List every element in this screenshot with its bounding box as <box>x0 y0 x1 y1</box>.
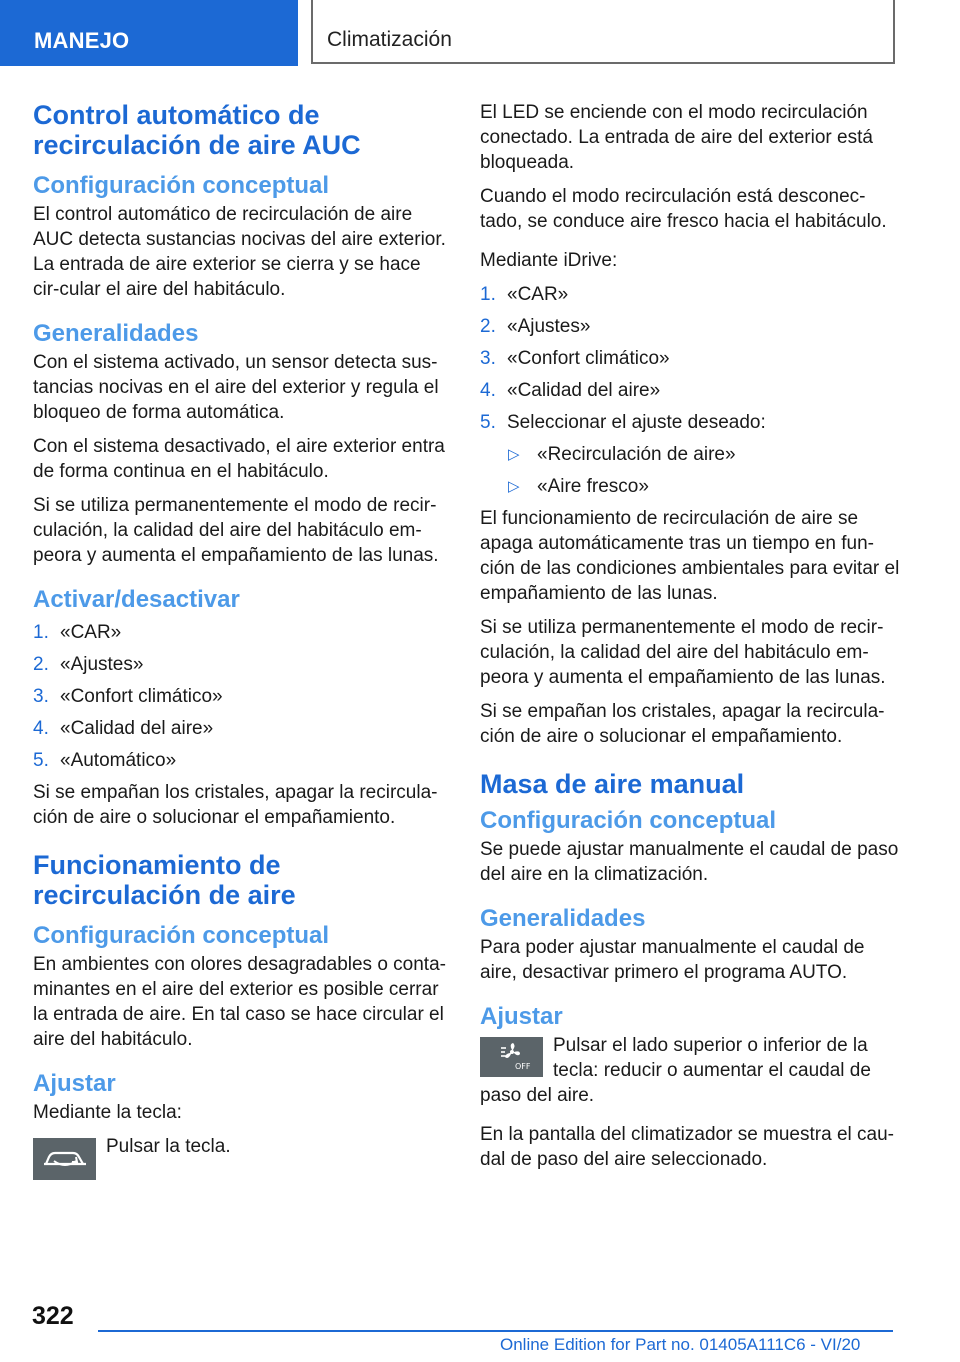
idrive-steps <box>480 282 900 435</box>
recirc-adjust-heading: Ajustar <box>33 1070 116 1097</box>
activate-steps <box>33 620 448 773</box>
manual-concept-heading: Configuración conceptual <box>480 807 777 834</box>
recirc-off-text: Cuando el modo recirculación está desconec-tado, se conduce aire fresco hacia el habitáculo. <box>480 186 887 232</box>
list-item: 3. «Confort climático» <box>33 686 223 707</box>
left-column <box>33 100 448 1182</box>
activate-heading: Activar/desactivar <box>33 586 240 613</box>
auc-fog-text: Si se empañan los cristales, apagar la recircula-ción de aire o solucionar el empañamiento. <box>33 782 438 828</box>
auto-off-text: El funcionamiento de recirculación de aire se apaga automáticamente tras un tiempo en fun-ción de las condiciones ambientales para evitar el empañamiento de las lunas. <box>480 508 900 604</box>
auc-concept-text: El control automático de recirculación de aire AUC detecta sustancias nocivas del aire exterior. La entrada de aire exterior se cierra y se hace cir-cular el aire del habitáculo. <box>33 204 446 300</box>
manual-title: Masa de aire manual <box>480 769 745 799</box>
recirc-title: Funcionamiento de recirculación de aire <box>33 850 296 910</box>
list-item: 1. «CAR» <box>33 622 122 643</box>
svg-text:OFF: OFF <box>514 1062 530 1071</box>
auc-general-p3: Si se utiliza permanentemente el modo de recir-culación, la calidad del aire del habitáculo em-peora y aumenta el empañamiento de las lunas. <box>33 495 439 566</box>
recirc-concept-text: En ambientes con olores desagradables o conta-minantes en el aire del exterior es posible cerrar la entrada de aire. En tal caso se hace circular el aire del habitáculo. <box>33 954 446 1050</box>
setting-options <box>480 442 900 499</box>
manual-general-text: Para poder ajustar manualmente el caudal de aire, desactivar primero el programa AUTO. <box>480 937 865 983</box>
idrive-text: Mediante iDrive: <box>480 250 618 271</box>
footer-divider <box>98 1330 893 1332</box>
list-item: 2. «Ajustes» <box>33 654 144 675</box>
auc-general-heading: Generalidades <box>33 320 199 347</box>
list-item: ▷ «Aire fresco» <box>508 476 649 497</box>
led-text: El LED se enciende con el modo recirculación conectado. La entrada de aire del exterior está bloqueada. <box>480 102 873 173</box>
list-item: 3. «Confort climático» <box>480 348 670 369</box>
auc-general-p1: Con el sistema activado, un sensor detecta sus-tancias nocivas en el aire del exterior y regula el bloqueo de forma automática. <box>33 352 439 423</box>
page-number: 322 <box>32 1302 74 1330</box>
chapter-tab <box>311 0 895 64</box>
list-item: 4. «Calidad del aire» <box>480 380 661 401</box>
auc-concept-heading: Configuración conceptual <box>33 172 330 199</box>
triangle-bullet-icon: ▷ <box>508 478 520 495</box>
press-key-text: Pulsar la tecla. <box>106 1136 231 1157</box>
section-label: MANEJO <box>34 28 130 53</box>
recirc-adjust-text: Mediante la tecla: <box>33 1102 182 1123</box>
section-tab <box>0 0 298 66</box>
auc-title: Control automático de recirculación de aire AUC <box>33 100 361 160</box>
manual-adjust-heading: Ajustar <box>480 1003 563 1030</box>
list-item: 5. Seleccionar el ajuste deseado: <box>480 412 766 433</box>
list-item: 2. «Ajustes» <box>480 316 591 337</box>
footer-edition: Online Edition for Part no. 01405A111C6 - VI/20 <box>500 1335 861 1354</box>
recirculation-button-icon <box>33 1138 96 1180</box>
right-column <box>480 100 900 1181</box>
auc-general-p2: Con el sistema desactivado, el aire exterior entra de forma continua en el habitáculo. <box>33 436 445 482</box>
chapter-label: Climatización <box>327 28 452 51</box>
display-text: En la pantalla del climatizador se muestra el cau-dal de paso del aire seleccionado. <box>480 1124 894 1170</box>
list-item: ▷ «Recirculación de aire» <box>508 444 736 465</box>
fan-key-text: Pulsar el lado superior o inferior de la tecla: reducir o aumentar el caudal de paso del aire. <box>480 1035 871 1106</box>
perm-text: Si se utiliza permanentemente el modo de recir-culación, la calidad del aire del habitáculo em-peora y aumenta el empañamiento de las lunas. <box>480 617 886 688</box>
recirc-key-row <box>33 1134 448 1178</box>
list-item: 5. «Automático» <box>33 750 177 771</box>
manual-concept-text: Se puede ajustar manualmente el caudal de paso del aire en la climatización. <box>480 839 899 885</box>
fan-off-button-icon <box>480 1037 543 1077</box>
recirc-concept-heading: Configuración conceptual <box>33 922 330 949</box>
list-item: 1. «CAR» <box>480 284 569 305</box>
triangle-bullet-icon: ▷ <box>508 446 520 463</box>
right-fog-text: Si se empañan los cristales, apagar la recircula-ción de aire o solucionar el empañamiento. <box>480 701 885 747</box>
list-item: 4. «Calidad del aire» <box>33 718 214 739</box>
fan-key-row <box>480 1033 900 1108</box>
manual-general-heading: Generalidades <box>480 905 646 932</box>
